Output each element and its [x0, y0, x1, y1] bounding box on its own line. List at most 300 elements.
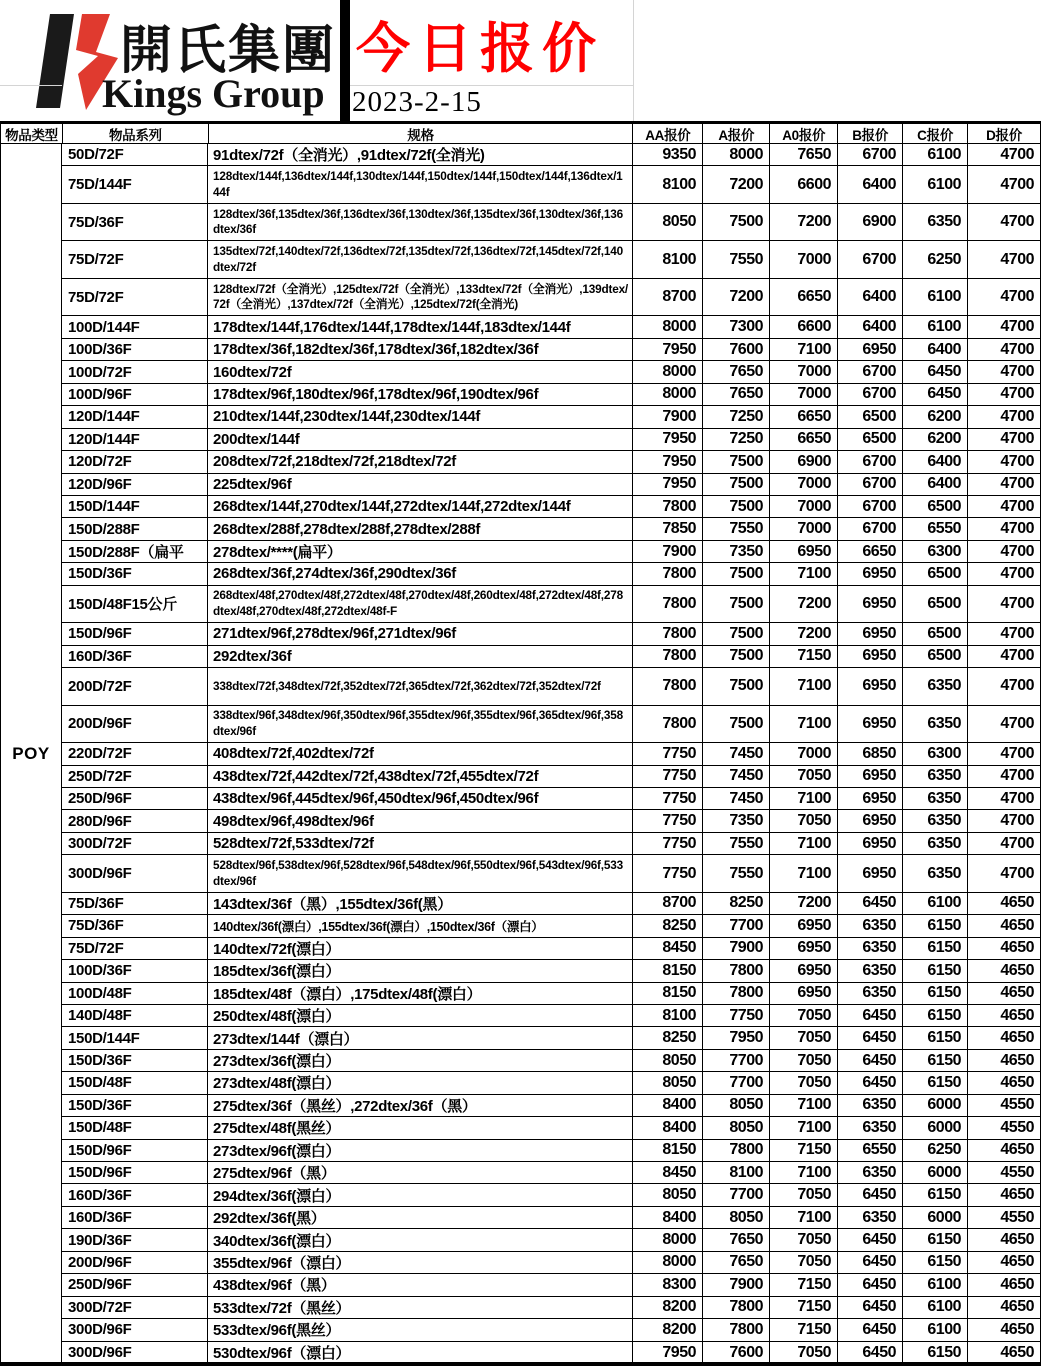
price-cell: 6400: [903, 474, 968, 495]
price-cell: 6950: [838, 668, 903, 705]
price-cell: 4700: [1000, 542, 1034, 560]
price-cell: 6450: [838, 1252, 903, 1273]
price-cell: 4700: [1000, 767, 1034, 785]
price-cell: 6950: [770, 541, 838, 562]
price-cell: 7000: [770, 743, 838, 764]
price-cell: 6100: [903, 1274, 968, 1295]
price-cell: 7200: [703, 279, 770, 316]
price-cell: 7700: [703, 1072, 770, 1093]
spec-cell: 140dtex/36f(漂白）,155dtex/36f(漂白）,150dtex/36f（漂白）: [208, 915, 633, 936]
table-row: [62, 166, 1040, 204]
price-cell: 7950: [633, 429, 703, 450]
header-divider-bar: [340, 0, 350, 121]
price-cell: 7000: [770, 384, 838, 405]
series-cell: 75D/144F: [62, 166, 208, 203]
price-cell: 4700: [1000, 834, 1034, 852]
series-cell: 150D/96F: [62, 1140, 208, 1161]
spec-cell: 533dtex/96f(黑丝）: [208, 1319, 633, 1340]
price-cell: 4700: [1000, 714, 1034, 732]
price-cell: 4650: [1000, 1275, 1034, 1293]
price-cell: 7050: [770, 1342, 838, 1364]
price-cell: 4700: [1000, 288, 1034, 306]
price-cell: 7500: [703, 706, 770, 743]
price-cell: 4650: [1000, 1006, 1034, 1024]
series-cell: 100D/48F: [62, 983, 208, 1004]
series-cell: 250D/96F: [62, 1274, 208, 1295]
price-cell: 7750: [633, 833, 703, 854]
spec-cell: 533dtex/72f（黑丝）: [208, 1297, 633, 1318]
price-cell: 4700: [1000, 340, 1034, 358]
price-cell: 6950: [838, 833, 903, 854]
price-cell: 7050: [770, 766, 838, 787]
price-cell: 7650: [770, 144, 838, 165]
spec-cell: 275dtex/36f（黑丝）,272dtex/36f（黑）: [208, 1095, 633, 1116]
price-cell: 6250: [903, 1140, 968, 1161]
price-cell: 8000: [633, 1252, 703, 1273]
price-cell: 6450: [838, 1342, 903, 1364]
price-cell: 4700: [1000, 812, 1034, 830]
series-cell: 280D/96F: [62, 810, 208, 831]
page-title: 今日报价: [356, 19, 604, 79]
series-cell: 100D/96F: [62, 384, 208, 405]
price-cell: 6950: [770, 960, 838, 981]
price-cell: 4700: [1000, 363, 1034, 381]
series-cell: 250D/72F: [62, 766, 208, 787]
price-cell: 8250: [633, 915, 703, 936]
price-cell: 6950: [838, 706, 903, 743]
price-cell: 7100: [770, 563, 838, 584]
price-cell: 4550: [1000, 1118, 1034, 1136]
price-cell: 7200: [703, 166, 770, 203]
price-cell: 8000: [703, 144, 770, 165]
table-row: [62, 1184, 1040, 1206]
price-cell: 6950: [838, 788, 903, 809]
series-cell: 200D/96F: [62, 1252, 208, 1273]
price-cell: 7500: [703, 668, 770, 705]
price-cell: 8150: [633, 960, 703, 981]
spec-cell: 530dtex/96f（漂白）: [208, 1342, 633, 1364]
series-cell: 150D/48F15公斤: [62, 586, 208, 623]
price-cell: 6150: [903, 1072, 968, 1093]
price-cell: 8000: [633, 361, 703, 382]
price-cell: 7500: [703, 563, 770, 584]
price-cell: 7100: [770, 339, 838, 360]
col-header-spec: 规格: [209, 124, 634, 143]
series-cell: 75D/36F: [62, 915, 208, 936]
price-cell: 7250: [703, 406, 770, 427]
price-cell: 8450: [633, 1162, 703, 1183]
price-cell: 7800: [633, 668, 703, 705]
price-cell: 6450: [838, 1072, 903, 1093]
price-cell: 6350: [903, 810, 968, 831]
price-cell: 7350: [703, 541, 770, 562]
price-cell: 7100: [770, 1117, 838, 1138]
price-cell: 6400: [903, 451, 968, 472]
price-cell: 7800: [703, 1297, 770, 1318]
price-cell: 9350: [633, 144, 703, 165]
series-cell: 150D/288F: [62, 518, 208, 539]
price-cell: 6450: [838, 1184, 903, 1205]
table-row: [62, 938, 1040, 960]
price-cell: 8050: [633, 1184, 703, 1205]
price-cell: 7200: [770, 586, 838, 623]
price-cell: 7000: [770, 241, 838, 278]
series-cell: 75D/36F: [62, 893, 208, 914]
col-header-item-series: 物品系列: [63, 124, 209, 143]
series-cell: 120D/72F: [62, 451, 208, 472]
price-cell: 8050: [633, 1050, 703, 1071]
spec-cell: 278dtex/****(扁平）: [208, 541, 633, 562]
price-cell: 4700: [1000, 520, 1034, 538]
spec-cell: 528dtex/96f,538dtex/96f,528dtex/96f,548dtex/96f,550dtex/96f,543dtex/96f,533dtex/96f: [208, 855, 633, 892]
table-body: [62, 144, 1040, 1364]
spec-cell: 338dtex/96f,348dtex/96f,350dtex/96f,355dtex/96f,355dtex/96f,365dtex/96f,358dtex/96f: [208, 706, 633, 743]
price-cell: 7800: [703, 1140, 770, 1161]
price-cell: 6000: [903, 1095, 968, 1116]
table-row: [62, 668, 1040, 706]
price-cell: 6950: [838, 646, 903, 667]
table-row: [62, 429, 1040, 451]
series-cell: 160D/36F: [62, 1207, 208, 1228]
price-cell: 7900: [703, 1274, 770, 1295]
table-row: [62, 855, 1040, 893]
price-cell: 6500: [838, 429, 903, 450]
series-cell: 150D/48F: [62, 1072, 208, 1093]
table-row: [62, 474, 1040, 496]
price-cell: 6150: [903, 938, 968, 959]
price-cell: 6100: [903, 893, 968, 914]
table-row: [62, 646, 1040, 668]
series-cell: 150D/36F: [62, 1050, 208, 1071]
table-row: [62, 451, 1040, 473]
price-cell: 6350: [903, 833, 968, 854]
price-cell: 4700: [1000, 497, 1034, 515]
price-cell: 6350: [903, 766, 968, 787]
price-cell: 6650: [838, 541, 903, 562]
price-cell: 4700: [1000, 452, 1034, 470]
spec-cell: 408dtex/72f,402dtex/72f: [208, 743, 633, 764]
price-cell: 4650: [1000, 1298, 1034, 1316]
price-cell: 6350: [838, 983, 903, 1004]
price-cell: 6000: [903, 1117, 968, 1138]
price-cell: 6500: [903, 496, 968, 517]
price-cell: 6700: [838, 496, 903, 517]
sheet-header: [0, 0, 1041, 121]
price-cell: 6450: [838, 1297, 903, 1318]
table-row: [62, 915, 1040, 937]
price-cell: 6450: [838, 1274, 903, 1295]
table-row: [62, 1252, 1040, 1274]
price-cell: 6950: [838, 766, 903, 787]
price-cell: 4650: [1000, 1253, 1034, 1271]
price-cell: 7600: [703, 1342, 770, 1364]
price-cell: 7050: [770, 1005, 838, 1026]
table-row: [62, 743, 1040, 765]
spec-cell: 210dtex/144f,230dtex/144f,230dtex/144f: [208, 406, 633, 427]
price-cell: 7050: [770, 1252, 838, 1273]
series-cell: 300D/96F: [62, 1319, 208, 1340]
category-cell: POY: [1, 144, 62, 1364]
price-cell: 7150: [770, 1140, 838, 1161]
spec-cell: 438dtex/96f（黑）: [208, 1274, 633, 1295]
price-cell: 7450: [703, 788, 770, 809]
price-cell: 6000: [903, 1162, 968, 1183]
price-cell: 6350: [903, 788, 968, 809]
series-cell: 190D/36F: [62, 1229, 208, 1250]
price-cell: 4650: [1000, 1320, 1034, 1338]
price-cell: 4650: [1000, 894, 1034, 912]
price-cell: 6350: [838, 1095, 903, 1116]
spec-cell: 268dtex/48f,270dtex/48f,272dtex/48f,270dtex/48f,260dtex/48f,272dtex/48f,278dtex/48f,270dtex/48f,272dtex/48f-F: [208, 586, 633, 623]
spec-cell: 340dtex/36f(漂白）: [208, 1229, 633, 1250]
price-cell: 8000: [633, 316, 703, 337]
price-cell: 7950: [633, 474, 703, 495]
price-cell: 7800: [633, 586, 703, 623]
price-cell: 7800: [703, 983, 770, 1004]
price-cell: 4650: [1000, 1029, 1034, 1047]
price-cell: 4550: [1000, 1163, 1034, 1181]
price-cell: 6200: [903, 429, 968, 450]
price-cell: 4700: [1000, 385, 1034, 403]
spec-cell: 160dtex/72f: [208, 361, 633, 382]
price-cell: 6350: [838, 915, 903, 936]
price-cell: 4650: [1000, 1141, 1034, 1159]
price-cell: 6150: [903, 1252, 968, 1273]
series-cell: 200D/72F: [62, 668, 208, 705]
price-cell: 4700: [1000, 647, 1034, 665]
price-cell: 7050: [770, 1072, 838, 1093]
table-row: [62, 1072, 1040, 1094]
series-cell: 200D/96F: [62, 706, 208, 743]
price-cell: 6150: [903, 1229, 968, 1250]
col-header-a-price: A报价: [703, 124, 770, 143]
col-header-aa-price: AA报价: [633, 124, 703, 143]
series-cell: 150D/288F（扁平: [62, 541, 208, 562]
series-cell: 160D/36F: [62, 646, 208, 667]
price-cell: 7800: [633, 623, 703, 644]
spec-cell: 140dtex/72f(漂白）: [208, 938, 633, 959]
series-cell: 120D/144F: [62, 406, 208, 427]
table-row: [62, 496, 1040, 518]
price-cell: 7500: [703, 586, 770, 623]
spec-cell: 208dtex/72f,218dtex/72f,218dtex/72f: [208, 451, 633, 472]
series-cell: 120D/144F: [62, 429, 208, 450]
price-cell: 6450: [838, 893, 903, 914]
table-row: [62, 1229, 1040, 1251]
gridline: [633, 0, 634, 121]
price-cell: 7500: [703, 204, 770, 241]
price-cell: 6100: [903, 144, 968, 165]
price-cell: 7600: [703, 339, 770, 360]
price-cell: 7350: [703, 810, 770, 831]
spec-cell: 268dtex/36f,274dtex/36f,290dtex/36f: [208, 563, 633, 584]
table-row: [62, 406, 1040, 428]
series-cell: 250D/96F: [62, 788, 208, 809]
table-row: [62, 316, 1040, 338]
price-cell: 7450: [703, 743, 770, 764]
table-row: [62, 706, 1040, 744]
price-cell: 7500: [703, 623, 770, 644]
series-cell: 120D/96F: [62, 474, 208, 495]
price-cell: 7750: [633, 766, 703, 787]
price-cell: 7650: [703, 384, 770, 405]
price-cell: 6300: [903, 541, 968, 562]
price-cell: 4700: [1000, 145, 1034, 163]
price-cell: 6550: [903, 518, 968, 539]
price-cell: 6350: [838, 1117, 903, 1138]
price-cell: 6650: [770, 279, 838, 316]
table-row: [62, 1140, 1040, 1162]
series-cell: 300D/72F: [62, 1297, 208, 1318]
price-table: [0, 121, 1041, 1364]
price-cell: 4700: [1000, 564, 1034, 582]
price-cell: 7850: [633, 518, 703, 539]
price-cell: 8250: [633, 1027, 703, 1048]
spec-cell: 185dtex/36f(漂白）: [208, 960, 633, 981]
gridline: [0, 85, 62, 86]
price-cell: 4650: [1000, 961, 1034, 979]
price-cell: 6950: [838, 586, 903, 623]
price-cell: 6950: [770, 938, 838, 959]
price-cell: 7500: [703, 646, 770, 667]
spec-cell: 338dtex/72f,348dtex/72f,352dtex/72f,365dtex/72f,362dtex/72f,352dtex/72f: [208, 668, 633, 705]
price-cell: 7100: [770, 668, 838, 705]
price-cell: 6950: [770, 915, 838, 936]
price-cell: 7050: [770, 1184, 838, 1205]
series-cell: 150D/48F: [62, 1117, 208, 1138]
price-cell: 6950: [838, 563, 903, 584]
series-cell: 140D/48F: [62, 1005, 208, 1026]
price-cell: 7000: [770, 474, 838, 495]
price-cell: 6950: [838, 810, 903, 831]
price-cell: 6400: [838, 166, 903, 203]
table-row: [62, 1274, 1040, 1296]
table-row: [62, 1117, 1040, 1139]
series-cell: 300D/96F: [62, 1342, 208, 1364]
spec-cell: 200dtex/144f: [208, 429, 633, 450]
price-cell: 7100: [770, 1207, 838, 1228]
price-cell: 4650: [1000, 984, 1034, 1002]
table-row: [62, 339, 1040, 361]
spec-cell: 268dtex/144f,270dtex/144f,272dtex/144f,272dtex/144f: [208, 496, 633, 517]
table-row: [62, 204, 1040, 242]
series-cell: 150D/144F: [62, 496, 208, 517]
series-cell: 150D/144F: [62, 1027, 208, 1048]
table-body-wrap: [1, 144, 1040, 1364]
table-row: [62, 1207, 1040, 1229]
price-cell: 6250: [903, 241, 968, 278]
price-cell: 7700: [703, 1184, 770, 1205]
series-cell: 150D/36F: [62, 563, 208, 584]
series-cell: 100D/36F: [62, 960, 208, 981]
price-cell: 7550: [703, 855, 770, 892]
series-cell: 75D/36F: [62, 204, 208, 241]
price-cell: 4550: [1000, 1208, 1034, 1226]
col-header-d-price: D报价: [986, 127, 1022, 143]
spec-cell: 498dtex/96f,498dtex/96f: [208, 810, 633, 831]
price-cell: 6100: [903, 1319, 968, 1340]
price-cell: 7550: [703, 518, 770, 539]
series-cell: 100D/36F: [62, 339, 208, 360]
price-cell: 4700: [1000, 475, 1034, 493]
price-cell: 7200: [770, 204, 838, 241]
price-cell: 6350: [903, 855, 968, 892]
price-cell: 4700: [1000, 744, 1034, 762]
price-cell: 8050: [633, 1072, 703, 1093]
price-cell: 6200: [903, 406, 968, 427]
price-cell: 6100: [903, 1297, 968, 1318]
price-cell: 4700: [1000, 175, 1034, 193]
table-row: [62, 1005, 1040, 1027]
price-cell: 6450: [903, 384, 968, 405]
price-cell: 7700: [703, 1050, 770, 1071]
price-cell: 6900: [838, 204, 903, 241]
spec-cell: 185dtex/48f（漂白）,175dtex/48f(漂白）: [208, 983, 633, 1004]
price-cell: 6150: [903, 1050, 968, 1071]
price-cell: 6950: [838, 855, 903, 892]
price-cell: 8100: [633, 241, 703, 278]
price-cell: 7450: [703, 766, 770, 787]
price-cell: 6450: [838, 1027, 903, 1048]
spec-cell: 271dtex/96f,278dtex/96f,271dtex/96f: [208, 623, 633, 644]
price-cell: 6150: [903, 983, 968, 1004]
price-cell: 8000: [633, 1229, 703, 1250]
table-row: [62, 960, 1040, 982]
price-cell: 6150: [903, 1005, 968, 1026]
price-cell: 8050: [633, 204, 703, 241]
table-row: [62, 586, 1040, 624]
price-cell: 6600: [770, 316, 838, 337]
table-row: [62, 279, 1040, 317]
table-row: [62, 788, 1040, 810]
spec-cell: 143dtex/36f（黑）,155dtex/36f(黑）: [208, 893, 633, 914]
price-cell: 4700: [1000, 430, 1034, 448]
price-cell: 6350: [838, 960, 903, 981]
price-cell: 7750: [633, 855, 703, 892]
price-cell: 4650: [1000, 1343, 1034, 1361]
price-cell: 6150: [903, 915, 968, 936]
price-cell: 6950: [838, 339, 903, 360]
price-cell: 6500: [903, 563, 968, 584]
series-cell: 100D/72F: [62, 361, 208, 382]
price-cell: 6700: [838, 361, 903, 382]
price-cell: 7050: [770, 1050, 838, 1071]
price-cell: 7650: [703, 361, 770, 382]
price-cell: 4650: [1000, 1186, 1034, 1204]
price-cell: 7800: [633, 646, 703, 667]
price-cell: 7700: [703, 915, 770, 936]
price-cell: 4700: [1000, 594, 1034, 612]
spec-cell: 355dtex/96f（漂白）: [208, 1252, 633, 1273]
spec-cell: 128dtex/144f,136dtex/144f,130dtex/144f,150dtex/144f,150dtex/144f,136dtex/144f: [208, 166, 633, 203]
series-cell: 75D/72F: [62, 938, 208, 959]
price-cell: 6700: [838, 384, 903, 405]
price-cell: 4650: [1000, 939, 1034, 957]
table-row: [62, 1319, 1040, 1341]
col-header-b-price: B报价: [838, 124, 903, 143]
price-cell: 6300: [903, 743, 968, 764]
price-cell: 6500: [903, 646, 968, 667]
price-cell: 6950: [838, 623, 903, 644]
price-cell: 7300: [703, 316, 770, 337]
price-cell: 7950: [633, 451, 703, 472]
price-cell: 8100: [633, 1005, 703, 1026]
table-row: [62, 241, 1040, 279]
series-cell: 150D/36F: [62, 1095, 208, 1116]
kings-group-logo: [22, 8, 337, 116]
price-cell: 4700: [1000, 407, 1034, 425]
spec-cell: 273dtex/96f(漂白）: [208, 1140, 633, 1161]
